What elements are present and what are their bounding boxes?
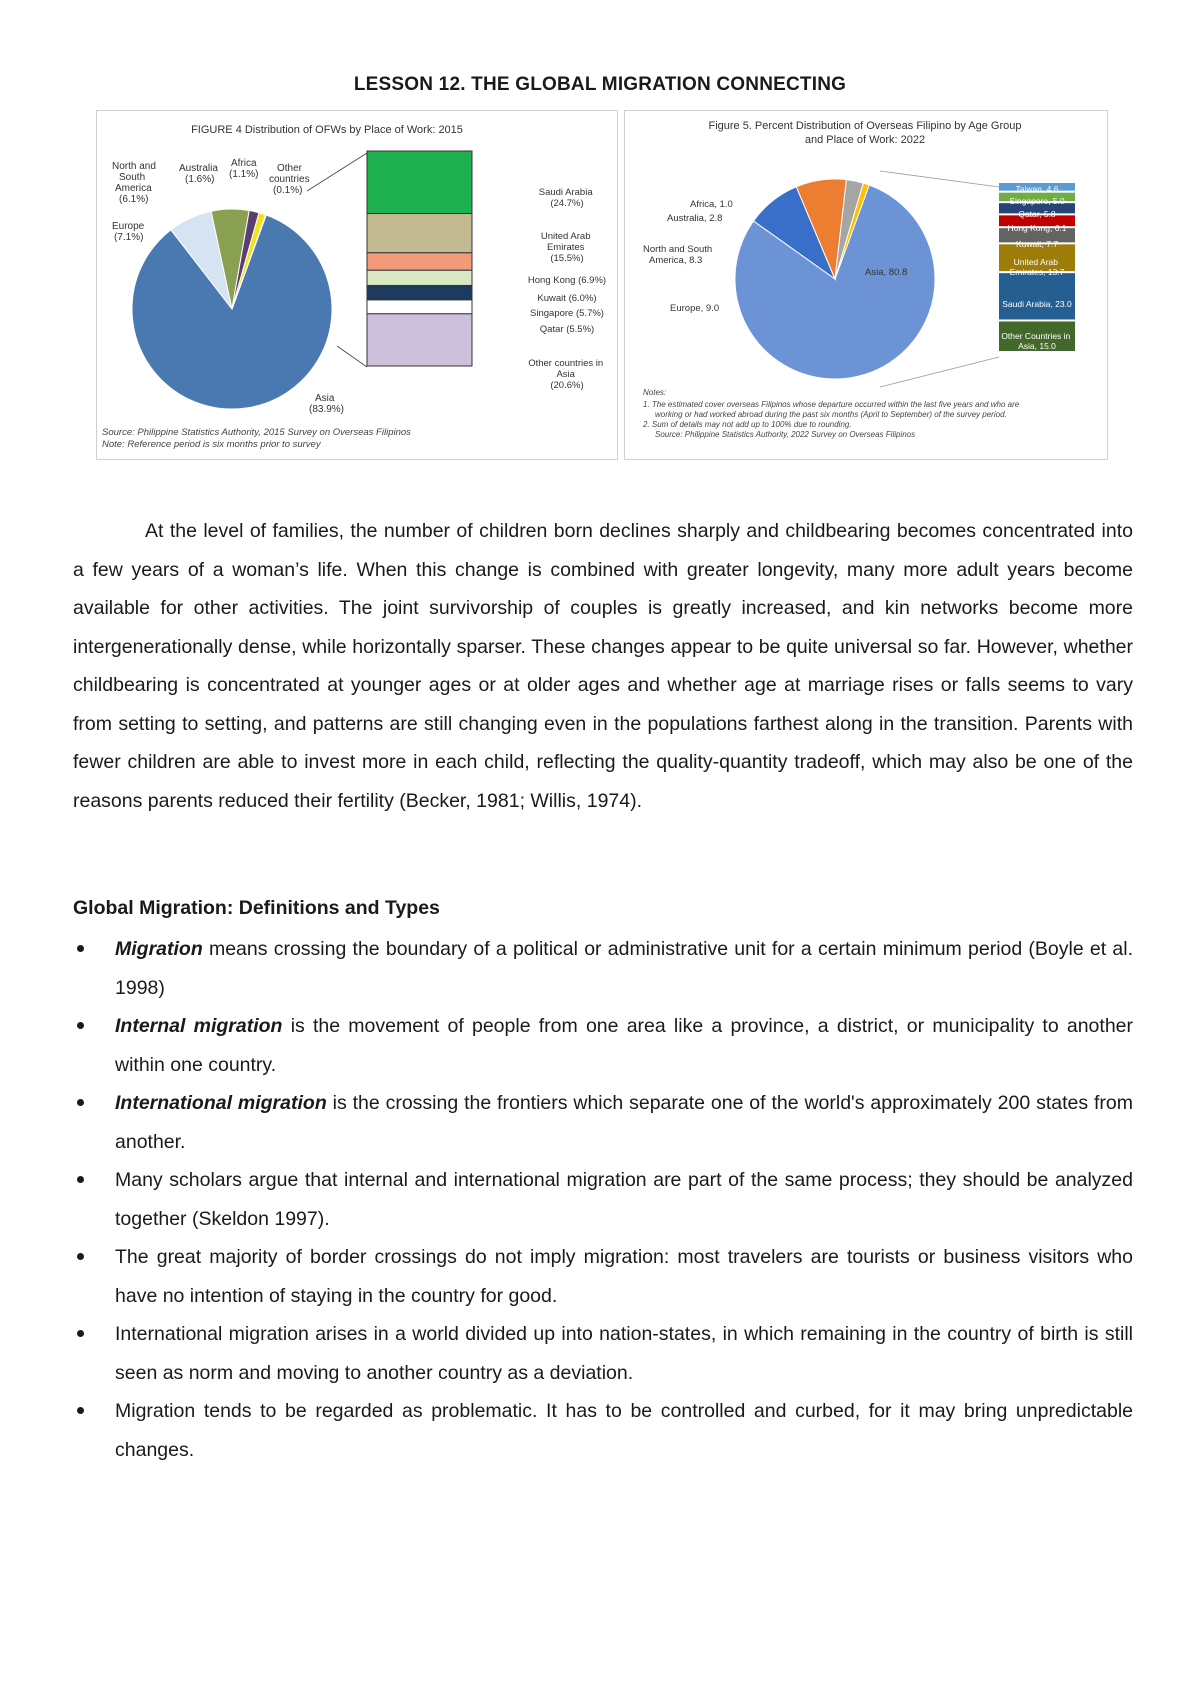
- bar-segment-qatar: [367, 300, 472, 314]
- definition-text: The great majority of border crossings do not imply migration: most travelers are tourists or business visitors who have no intention of staying in the country for good.: [115, 1246, 1133, 1307]
- bullet-icon: [77, 945, 84, 952]
- list-item: [73, 1161, 1133, 1238]
- label-asia: Asia, 80.8: [865, 267, 908, 278]
- label-americas: North and South America, 8.3: [643, 244, 713, 266]
- label-australia: Australia, 2.8: [667, 213, 723, 224]
- figure-5-note-1b: working or had worked abroad during the past six months (April to September) of the survey period.: [655, 410, 1007, 419]
- label-hong-kong: Hong Kong (6.9%): [527, 275, 607, 286]
- list-item: [73, 1084, 1133, 1161]
- bar-segment-kuwait: [367, 270, 472, 285]
- label-kuwait: Kuwait (6.0%): [537, 293, 597, 304]
- section-heading: Global Migration: Definitions and Types: [73, 897, 440, 919]
- figure-5: [624, 110, 1108, 460]
- figure-4-title: FIGURE 4 Distribution of OFWs by Place of Work: 2015: [191, 124, 463, 136]
- bullet-icon: [77, 1330, 84, 1337]
- definition-text: is the movement of people from one area like a province, a district, or municipality to another within one country.: [115, 1015, 1134, 1076]
- figure-4-bar: [367, 151, 472, 366]
- figure-4-note: Note: Reference period is six months prior to survey: [102, 439, 321, 450]
- label-qatar: Qatar (5.5%): [539, 324, 595, 335]
- connector-line: [880, 171, 999, 187]
- figure-5-title-line2: and Place of Work: 2022: [804, 134, 926, 146]
- bullet-icon: [77, 1099, 84, 1106]
- definition-term: Migration: [115, 938, 203, 960]
- label-singapore: Singapore (5.7%): [530, 308, 604, 319]
- label-other-asia: Other Countries in Asia, 15.0: [1001, 331, 1071, 351]
- figure-5-pie: [735, 179, 935, 379]
- label-kuwait: Kuwait, 7.7: [1015, 239, 1059, 249]
- bullet-icon: [77, 1022, 84, 1029]
- connector-line: [337, 346, 367, 367]
- label-europe: Europe, 9.0: [670, 303, 720, 314]
- label-qatar: Qatar, 5.8: [1018, 209, 1056, 219]
- label-asia: Asia (83.9%): [309, 393, 345, 415]
- label-uae: United Arab Emirates, 13.7: [1009, 257, 1065, 277]
- label-africa: Africa, 1.0: [690, 199, 733, 210]
- definition-text: is the crossing the frontiers which separate one of the world's approximately 200 states from another.: [115, 1092, 1134, 1153]
- connector-line: [307, 153, 367, 191]
- bar-segment-singapore: [367, 285, 472, 299]
- list-item: [73, 930, 1133, 1007]
- page-title: LESSON 12. THE GLOBAL MIGRATION CONNECTING: [353, 74, 847, 95]
- bar-segment-other-countries-in-asia: [367, 314, 472, 366]
- label-hong-kong: Hong Kong, 6.1: [1007, 223, 1067, 233]
- definition-text: means crossing the boundary of a political or administrative unit for a certain minimum period (Boyle et al. 1998): [115, 938, 1133, 999]
- definitions-list: [73, 930, 1133, 1469]
- label-australia: Australia (1.6%): [179, 163, 218, 185]
- figure-5-title-line1: Figure 5. Percent Distribution of Overseas Filipino by Age Group: [708, 120, 1022, 132]
- figure-4: [96, 110, 618, 460]
- list-item: [73, 1315, 1133, 1392]
- label-north-south-america: North and South America (6.1%): [112, 161, 156, 205]
- figure-5-notes-heading: Notes:: [643, 388, 667, 397]
- label-europe: Europe (7.1%): [112, 221, 145, 243]
- list-item: [73, 1392, 1133, 1469]
- figure-4-pie: [132, 209, 332, 409]
- definition-text: International migration arises in a world divided up into nation-states, in which remaining in the country of birth is still seen as norm and moving to another country as a deviation.: [115, 1323, 1133, 1384]
- figure-5-note-2: 2. Sum of details may not add up to 100% due to rounding.: [643, 420, 852, 429]
- list-item: [73, 1007, 1133, 1084]
- figure-4-source: Source: Philippine Statistics Authority, 2015 Survey on Overseas Filipinos: [102, 427, 411, 438]
- figure-5-note-1: 1. The estimated cover overseas Filipinos whose departure occurred within the last five years and who are: [643, 400, 1020, 409]
- list-item: [73, 1238, 1133, 1315]
- figure-4-chart: [97, 111, 617, 459]
- figure-5-source: Source: Philippine Statistics Authority, 2022 Survey on Overseas Filipinos: [655, 430, 916, 439]
- connector-line: [880, 357, 999, 387]
- label-other-countries: Other countries (0.1%): [269, 163, 310, 196]
- label-africa: Africa (1.1%): [229, 158, 259, 180]
- label-taiwan: Taiwan, 4.6: [1015, 184, 1059, 194]
- bar-segment-saudi-arabia: [999, 273, 1075, 319]
- definition-term: International migration: [115, 1092, 327, 1114]
- body-paragraph: At the level of families, the number of children born declines sharply and childbearing becomes concentrated into a few years of a woman’s life. When this change is combined with greater longevity, many more adult years become available for other activities. The joint survivorship of couples is greatly increased, and kin networks become more intergenerationally dense, while horizontally sparser. These changes appear to be quite universal so far. However, whether childbearing is concentrated at younger ages or at older ages and whether age at marriage rises or falls seems to vary from setting to setting, and patterns are still changing even in the populations farthest along in the transition. Parents with fewer children are able to invest more in each child, reflecting the quality-quantity tradeoff, which may also be one of the reasons parents reduced their fertility (Becker, 1981; Willis, 1974).: [73, 520, 1133, 812]
- definition-term: Internal migration: [115, 1015, 283, 1037]
- label-saudi-arabia: Saudi Arabia, 23.0: [1002, 299, 1072, 309]
- figure-5-chart: [625, 111, 1107, 459]
- label-uae: United Arab Emirates (15.5%): [540, 231, 591, 264]
- bullet-icon: [77, 1253, 84, 1260]
- label-singapore: Singapore, 5.0: [1009, 196, 1065, 206]
- bar-segment-hong-kong: [367, 253, 472, 270]
- definition-text: Many scholars argue that internal and international migration are part of the same process; they should be analyzed together (Skeldon 1997).: [115, 1169, 1133, 1230]
- label-other-asia: Other countries in Asia (20.6%): [528, 358, 604, 391]
- bar-segment-saudi-arabia: [367, 151, 472, 214]
- label-saudi-arabia: Saudi Arabia (24.7%): [538, 187, 593, 209]
- bar-segment-united-arab-emirates: [367, 214, 472, 253]
- bullet-icon: [77, 1176, 84, 1183]
- bullet-icon: [77, 1407, 84, 1414]
- definition-text: Migration tends to be regarded as problematic. It has to be controlled and curbed, for it may bring unpredictable changes.: [115, 1400, 1133, 1461]
